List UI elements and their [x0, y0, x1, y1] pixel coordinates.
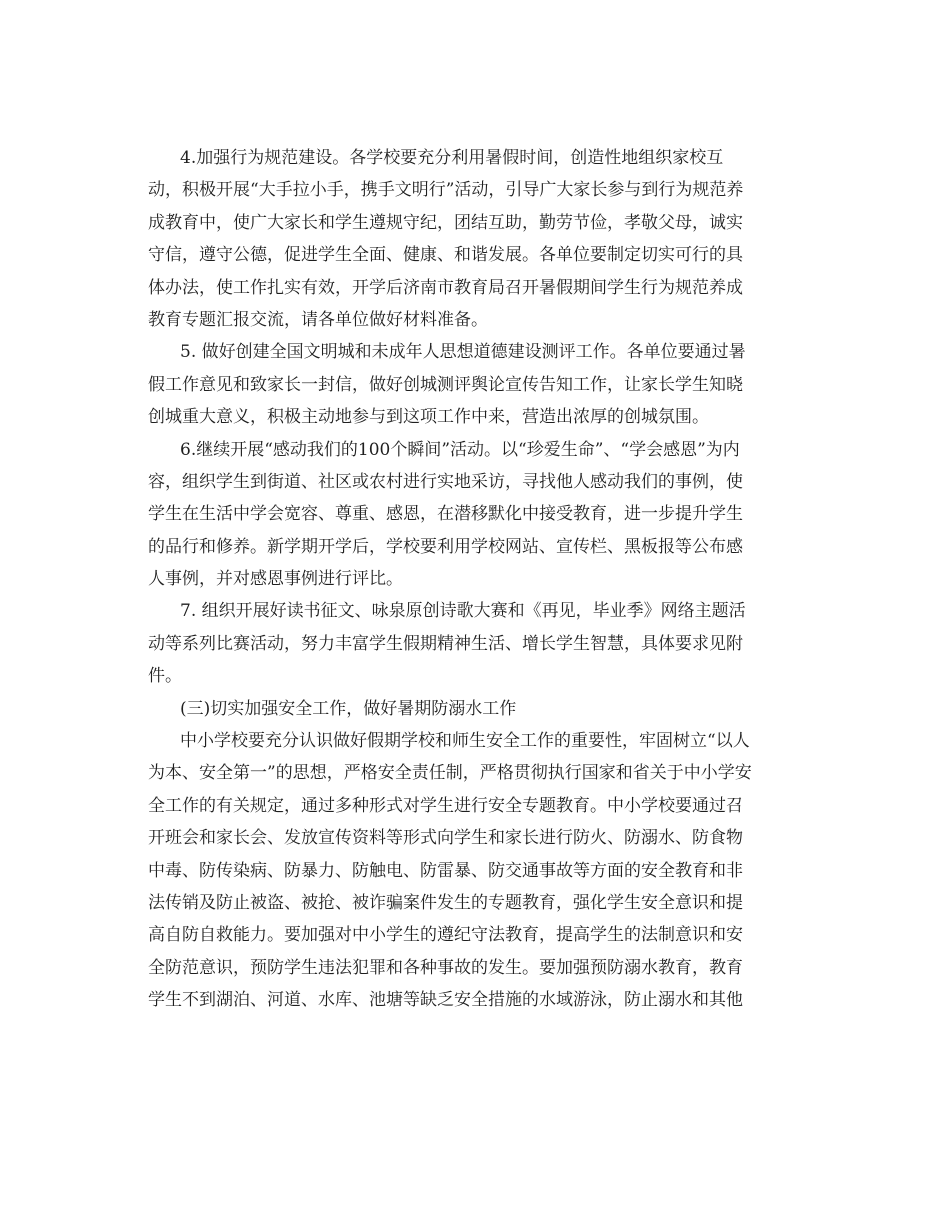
text-line: 开班会和家长会、发放宣传资料等形式向学生和家长进行防火、防溺水、防食物 [148, 828, 743, 849]
text-line: 件。 [148, 666, 182, 687]
text-line: 假工作意见和致家长一封信，做好创城测评舆论宣传告知工作，让家长学生知晓 [148, 374, 743, 395]
text-line: 人事例，并对感恩事例进行评比。 [148, 569, 403, 590]
text-line: 中毒、防传染病、防暴力、防触电、防雷暴、防交通事故等方面的安全教育和非 [148, 860, 743, 881]
text-line: 6.继续开展“感动我们的100个瞬间”活动。以“珍爱生命”、“学会感恩”为内 [180, 439, 740, 460]
paragraph-100-moments [148, 434, 800, 596]
text-line: 体办法，使工作扎实有效，开学后济南市教育局召开暑假期间学生行为规范养成 [148, 277, 743, 298]
text-line: 为本、安全第一”的思想，严格安全责任制，严格贯彻执行国家和省关于中小学安 [148, 763, 752, 784]
document-page [148, 142, 800, 1017]
text-line: 7. 组织开展好读书征文、咏泉原创诗歌大赛和《再见，毕业季》网络主题活 [180, 601, 746, 622]
text-line: 创城重大意义，积极主动地参与到这项工作中来，营造出浓厚的创城氛围。 [148, 407, 709, 428]
text-line: 学生在生活中学会宽容、尊重、感恩，在潜移默化中接受教育，进一步提升学生 [148, 504, 743, 525]
text-line: 全工作的有关规定，通过多种形式对学生进行安全专题教育。中小学校要通过召 [148, 795, 743, 816]
text-line: 的品行和修养。新学期开学后，学校要利用学校网站、宣传栏、黑板报等公布感 [148, 536, 743, 557]
paragraph-behavior-standards [148, 142, 800, 336]
text-line: 动等系列比赛活动，努力丰富学生假期精神生活、增长学生智慧，具体要求见附 [148, 633, 743, 654]
text-line: 动，积极开展“大手拉小手，携手文明行”活动，引导广大家长参与到行为规范养 [148, 180, 744, 201]
section-heading: (三)切实加强安全工作，做好暑期防溺水工作 [180, 698, 517, 719]
paragraph-civilized-city [148, 336, 800, 433]
section-heading-safety [148, 693, 800, 725]
text-line: 法传销及防止被盗、被抢、被诈骗案件发生的专题教育，强化学生安全意识和提 [148, 892, 743, 913]
text-line: 高自防自救能力。要加强对中小学生的遵纪守法教育，提高学生的法制意识和安 [148, 925, 743, 946]
text-line: 中小学校要充分认识做好假期学校和师生安全工作的重要性，牢固树立“以人 [180, 731, 750, 752]
text-line: 成教育中，使广大家长和学生遵规守纪，团结互助，勤劳节俭，孝敬父母，诚实 [148, 212, 743, 233]
text-line: 全防范意识，预防学生违法犯罪和各种事故的发生。要加强预防溺水教育，教育 [148, 957, 743, 978]
paragraph-safety-work [148, 725, 800, 1017]
text-line: 学生不到湖泊、河道、水库、池塘等缺乏安全措施的水域游泳，防止溺水和其他 [148, 990, 743, 1011]
text-line: 5. 做好创建全国文明城和未成年人思想道德建设测评工作。各单位要通过暑 [180, 342, 746, 363]
text-line: 守信，遵守公德，促进学生全面、健康、和谐发展。各单位要制定切实可行的具 [148, 245, 743, 266]
text-line: 4.加强行为规范建设。各学校要充分利用暑假时间，创造性地组织家校互 [180, 148, 724, 168]
text-line: 教育专题汇报交流，请各单位做好材料准备。 [148, 309, 488, 330]
text-line: 容，组织学生到街道、社区或农村进行实地采访，寻找他人感动我们的事例，使 [148, 471, 743, 492]
paragraph-reading-essay [148, 595, 800, 692]
